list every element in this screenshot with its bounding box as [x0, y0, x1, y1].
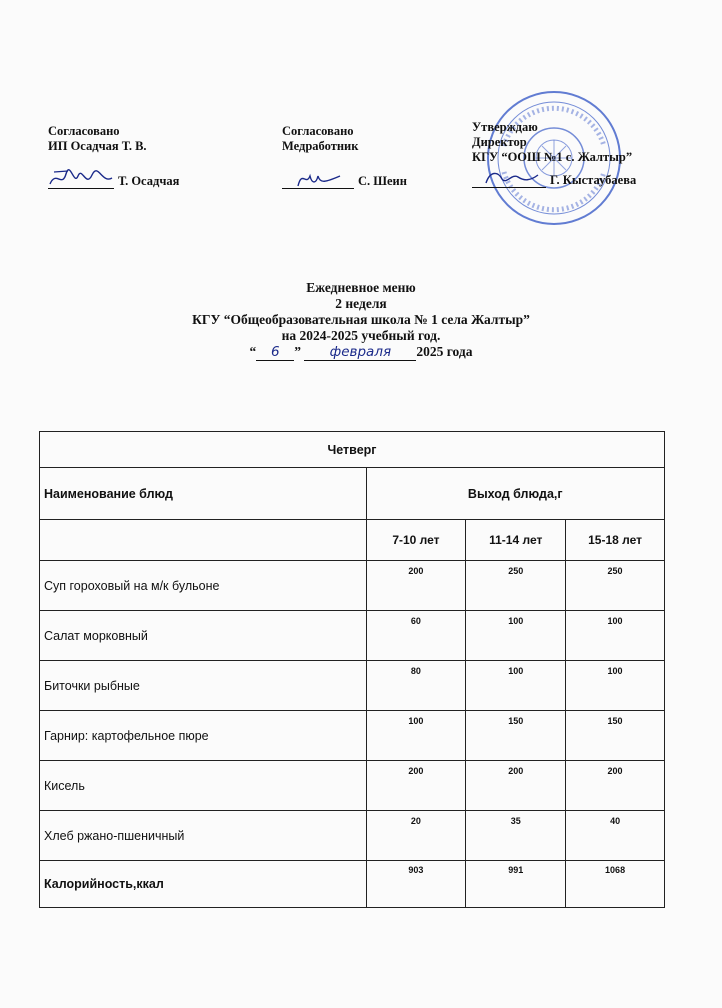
quote-open: “: [249, 344, 257, 359]
age-group-header: 15-18 лет: [566, 520, 665, 561]
table-row: [40, 761, 665, 811]
portion-value: 80: [366, 661, 466, 711]
date-day: 6: [256, 344, 294, 361]
portion-value: 200: [366, 761, 466, 811]
dish-name: Хлеб ржано-пшеничный: [40, 811, 367, 861]
date-line: [0, 344, 722, 361]
portion-value: 100: [466, 661, 566, 711]
day-row: [40, 432, 665, 468]
age-group-header: 11-14 лет: [466, 520, 566, 561]
dish-name: Биточки рыбные: [40, 661, 367, 711]
approval-role: Медработник: [282, 139, 359, 153]
output-column-header: Выход блюда,г: [366, 468, 664, 520]
approval-heading: Согласовано: [48, 124, 120, 138]
calorie-value: 991: [466, 861, 566, 908]
portion-value: 20: [366, 811, 466, 861]
dish-name: Салат морковный: [40, 611, 367, 661]
quote-close: ”: [294, 344, 301, 359]
header-row: [40, 468, 665, 520]
signature-name: Г. Кыстаубаева: [550, 173, 637, 187]
document-header: [0, 280, 722, 361]
calorie-row: [40, 861, 665, 908]
portion-value: 100: [466, 611, 566, 661]
signature-name: С. Шеин: [358, 174, 407, 188]
approval-heading: Согласовано: [282, 124, 354, 138]
handwritten-signature: [282, 168, 354, 189]
approval-block-1: [48, 124, 179, 189]
table-row: [40, 811, 665, 861]
menu-table: [39, 431, 665, 908]
portion-value: 100: [566, 661, 665, 711]
approval-block-2: [282, 124, 407, 189]
age-group-header: 7-10 лет: [366, 520, 466, 561]
school-year: на 2024-2025 учебный год.: [281, 328, 441, 343]
day-name: Четверг: [40, 432, 665, 468]
handwritten-signature: [472, 167, 546, 188]
handwritten-signature: [48, 168, 114, 189]
week-label: 2 неделя: [335, 296, 387, 311]
date-month: февраля: [304, 344, 416, 361]
calorie-value: 903: [366, 861, 466, 908]
portion-value: 60: [366, 611, 466, 661]
dish-name: Кисель: [40, 761, 367, 811]
document-title: Ежедневное меню: [306, 280, 416, 295]
dish-column-header: Наименование блюд: [40, 468, 367, 520]
date-year: 2025 года: [416, 344, 473, 359]
approval-block-3: [472, 120, 636, 188]
signature-name: Т. Осадчая: [118, 174, 180, 188]
portion-value: 100: [566, 611, 665, 661]
portion-value: 150: [466, 711, 566, 761]
empty-cell: [40, 520, 367, 561]
portion-value: 200: [466, 761, 566, 811]
approval-role: ИП Осадчая Т. В.: [48, 139, 147, 153]
approval-role: Директор: [472, 135, 527, 149]
school-name: КГУ “Общеобразовательная школа № 1 села Жалтыр”: [192, 312, 530, 327]
dish-name: Суп гороховый на м/к бульоне: [40, 561, 367, 611]
calorie-value: 1068: [566, 861, 665, 908]
portion-value: 250: [466, 561, 566, 611]
age-row: [40, 520, 665, 561]
portion-value: 100: [366, 711, 466, 761]
portion-value: 200: [566, 761, 665, 811]
portion-value: 200: [366, 561, 466, 611]
portion-value: 35: [466, 811, 566, 861]
portion-value: 150: [566, 711, 665, 761]
approval-org: КГУ “ООШ №1 с. Жалтыр”: [472, 150, 633, 164]
dish-name: Гарнир: картофельное пюре: [40, 711, 367, 761]
table-row: [40, 661, 665, 711]
approval-heading: Утверждаю: [472, 120, 538, 134]
calorie-label: Калорийность,ккал: [40, 861, 367, 908]
table-row: [40, 561, 665, 611]
portion-value: 250: [566, 561, 665, 611]
table-row: [40, 711, 665, 761]
table-row: [40, 611, 665, 661]
portion-value: 40: [566, 811, 665, 861]
